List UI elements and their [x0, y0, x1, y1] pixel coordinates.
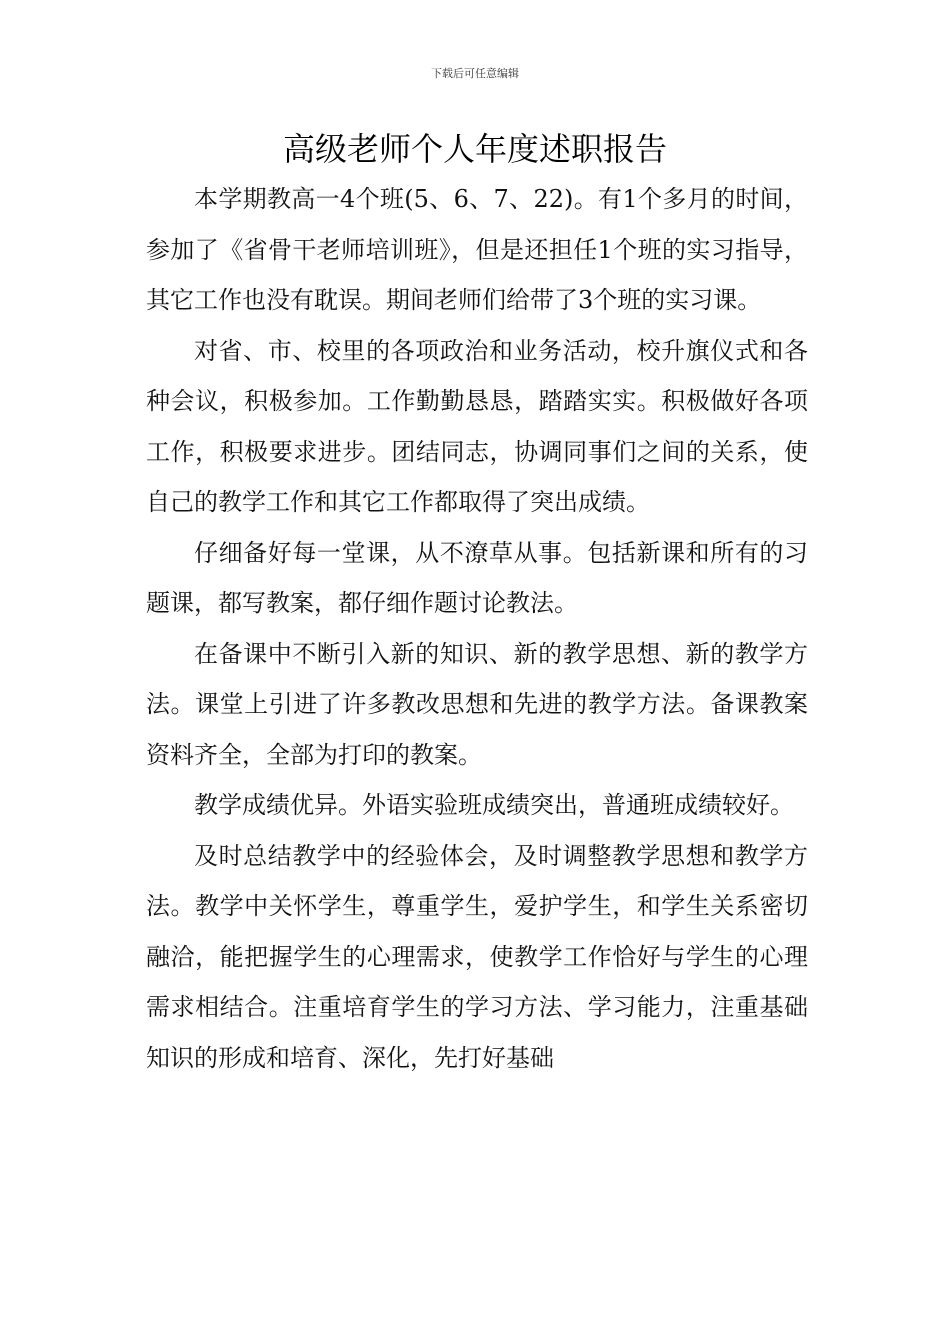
document-body: [146, 174, 808, 1083]
paragraph-2: 对省、市、校里的各项政治和业务活动，校升旗仪式和各种会议，积极参加。工作勤勤恳恳，踏踏实实。积极做好各项工作，积极要求进步。团结同志，协调同事们之间的关系，使自己的教学工作和其它工作都取得了突出成绩。: [146, 336, 808, 516]
paragraph-5: 教学成绩优异。外语实验班成绩突出，普通班成绩较好。: [194, 791, 794, 819]
document-title: 高级老师个人年度述职报告: [282, 130, 667, 168]
paragraph-4: 在备课中不断引入新的知识、新的教学思想、新的教学方法。课堂上引进了许多教改思想和先进的教学方法。备课教案资料齐全，全部为打印的教案。: [146, 639, 808, 769]
paragraph-6: 及时总结教学中的经验体会，及时调整教学思想和教学方法。教学中关怀学生，尊重学生，爱护学生，和学生关系密切融洽，能把握学生的心理需求，使教学工作恰好与学生的心理需求相结合。注重培育学生的学习方法、学习能力，注重基础知识的形成和培育、深化，先打好基础: [146, 841, 808, 1072]
paragraph-1: 本学期教高一4个班(5、6、7、22)。有1个多月的时间，参加了《省骨干老师培训班》，但是还担任1个班的实习指导，其它工作也没有耽误。期间老师们给带了3个班的实习课。: [146, 185, 808, 314]
header-note: 下载后可任意编辑: [431, 67, 519, 80]
paragraph-3: 仔细备好每一堂课，从不潦草从事。包括新课和所有的习题课，都写教案，都仔细作题讨论教法。: [146, 538, 808, 617]
